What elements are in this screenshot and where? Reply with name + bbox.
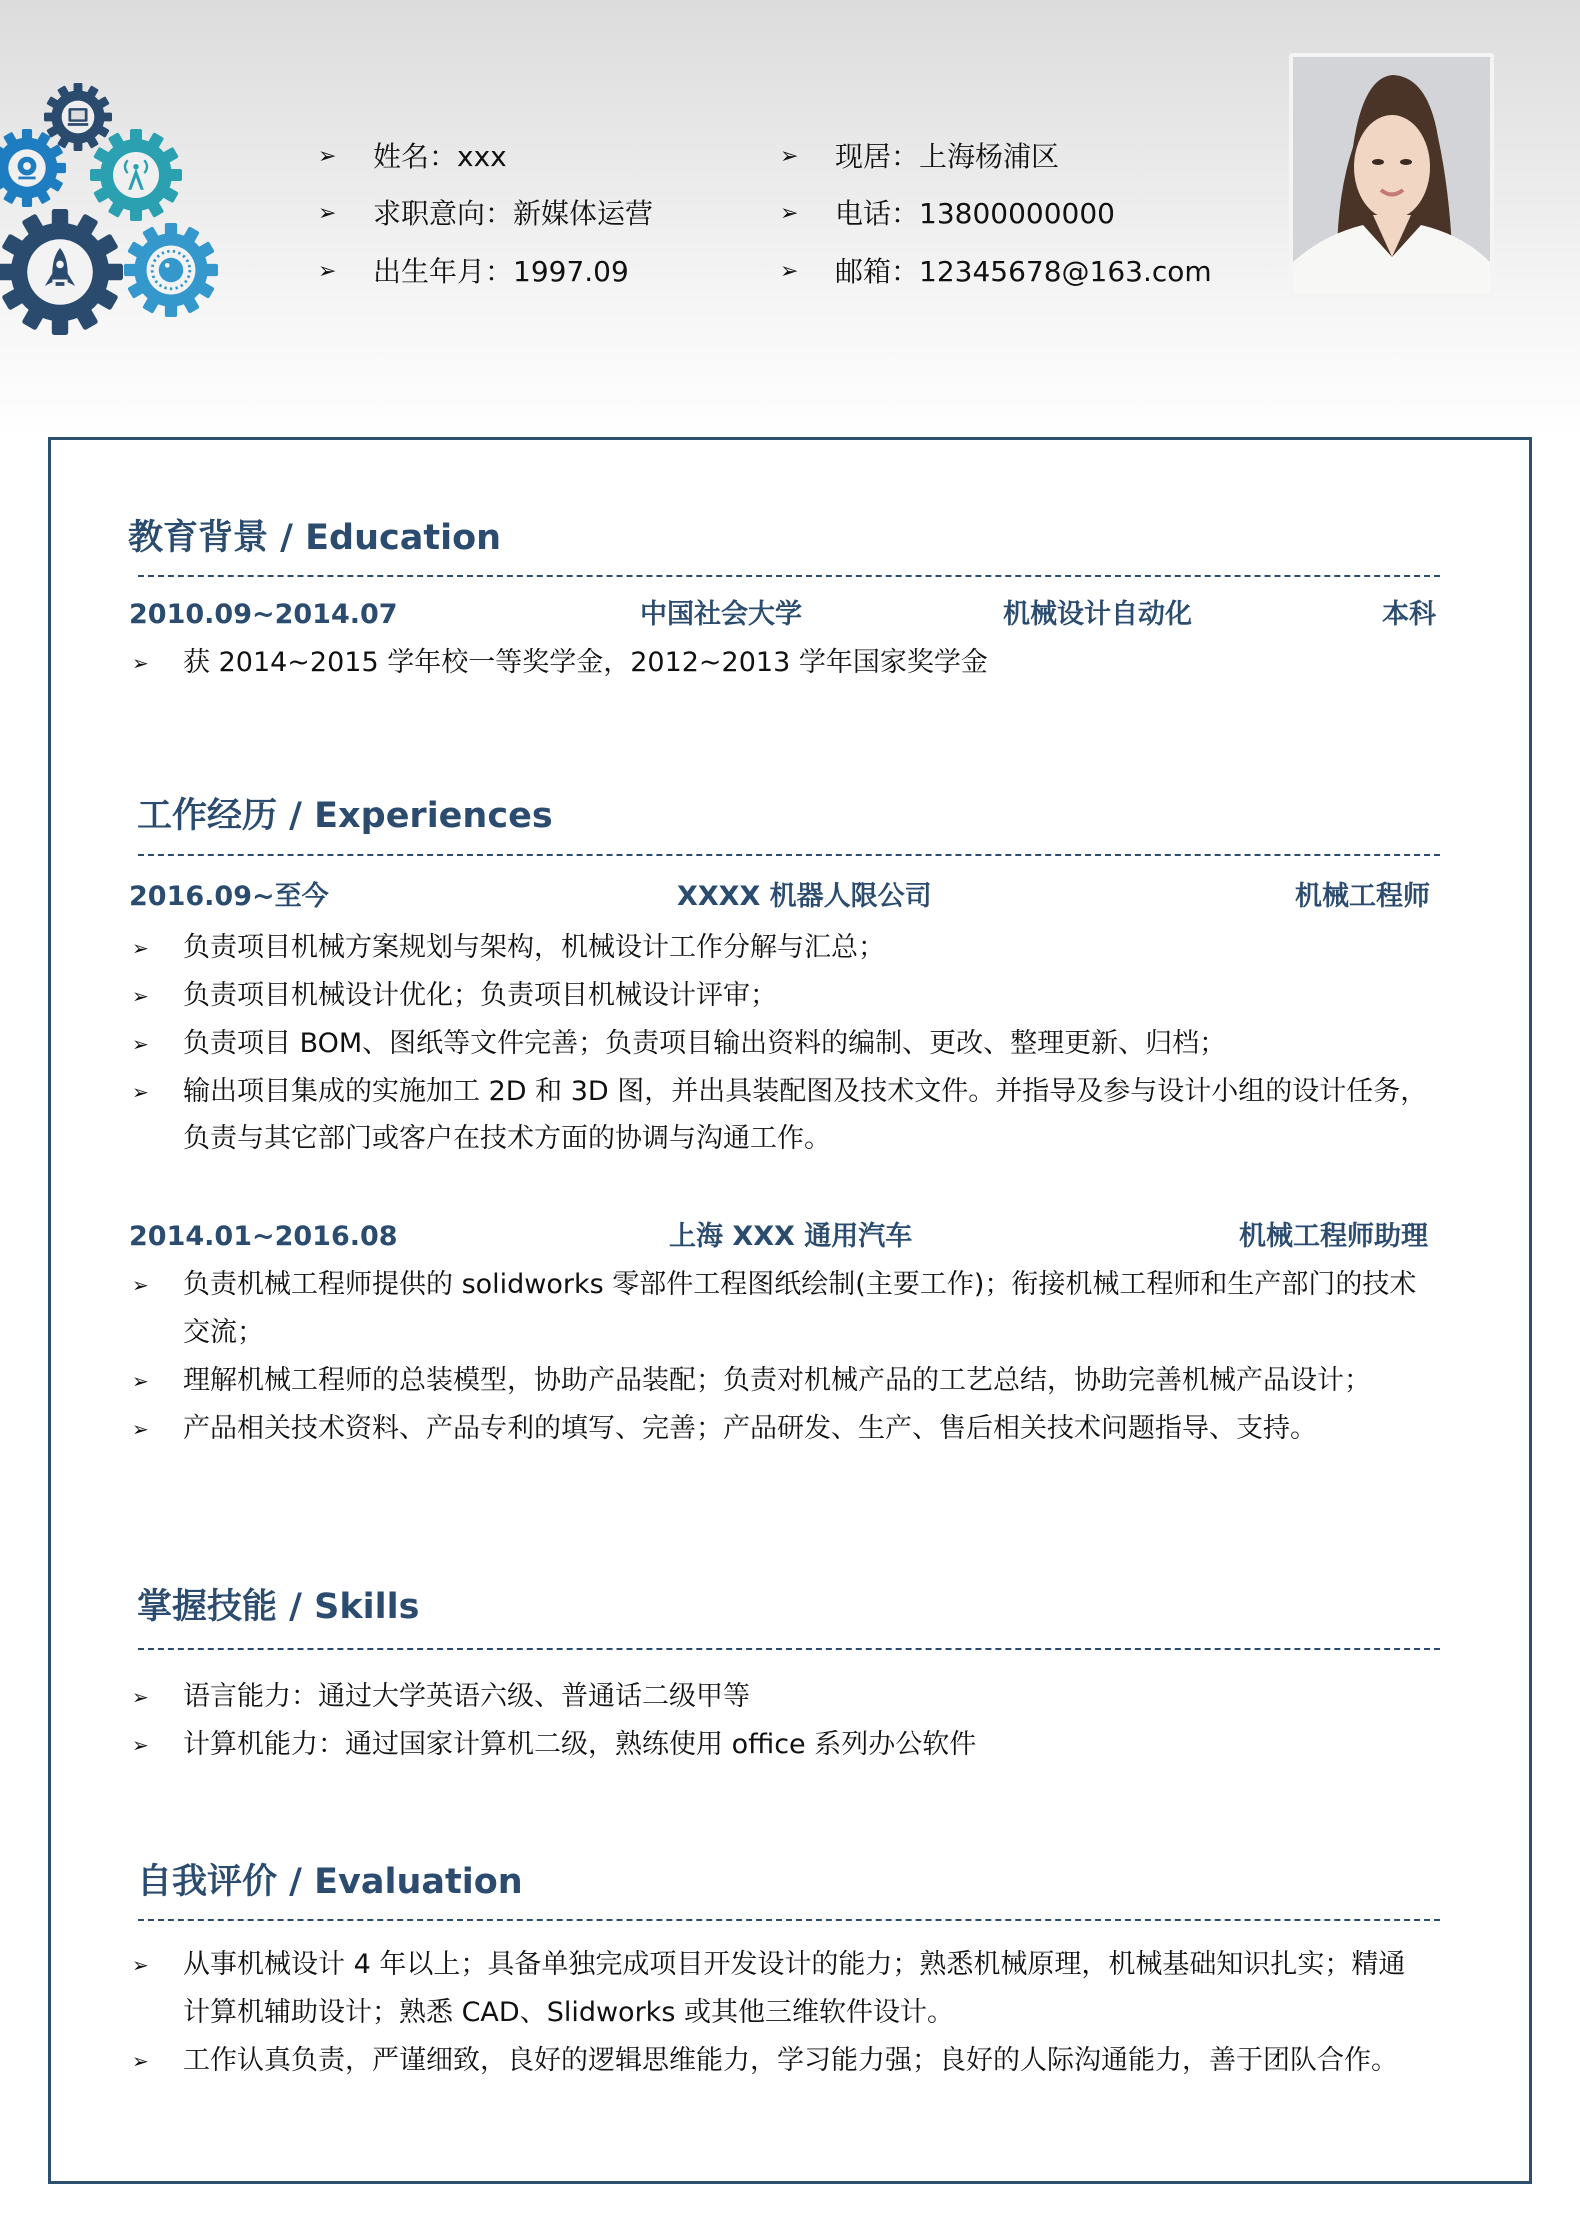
bullet-arrow-icon: ➢ (780, 144, 799, 169)
list-item-continuation: 负责与其它部门或客户在技术方面的协调与沟通工作。 (183, 1123, 831, 1154)
info-value: 上海杨浦区 (919, 140, 1060, 173)
bullet-arrow-icon: ➢ (318, 259, 337, 284)
webcam-gear-icon (0, 129, 66, 207)
edu-period: 2010.09~2014.07 (129, 599, 398, 630)
bullet-arrow-icon: ➢ (132, 1273, 149, 1297)
section-divider (138, 854, 1440, 856)
job-company: XXXX 机器人限公司 (677, 881, 932, 912)
info-value: 1997.09 (513, 255, 629, 288)
job-role: 机械工程师助理 (1239, 1221, 1428, 1252)
monitor-gear-icon (44, 83, 112, 151)
portrait-icon (1293, 57, 1490, 293)
info-birth (318, 254, 629, 290)
bullet-arrow-icon: ➢ (132, 1685, 149, 1709)
bullet-arrow-icon: ➢ (132, 936, 149, 960)
info-value: 新媒体运营 (513, 197, 654, 230)
profile-photo-frame (1289, 53, 1494, 297)
section-divider (138, 1648, 1440, 1650)
info-label: 电话： (835, 197, 920, 230)
list-item-continuation: 交流； (183, 1317, 264, 1348)
info-label: 出生年月： (373, 255, 514, 288)
bullet-arrow-icon: ➢ (132, 651, 149, 675)
gears-illustration (0, 60, 230, 360)
edu-major: 机械设计自动化 (1003, 599, 1192, 630)
bullet-arrow-icon: ➢ (132, 2049, 149, 2073)
edu-school: 中国社会大学 (640, 599, 802, 630)
bullet-arrow-icon: ➢ (780, 259, 799, 284)
bullet-arrow-icon: ➢ (132, 984, 149, 1008)
profile-photo (1293, 57, 1490, 293)
info-label: 现居： (835, 140, 920, 173)
info-job-intention (318, 196, 653, 232)
section-title-evaluation: 自我评价 / Evaluation (137, 1862, 523, 1902)
bullet-arrow-icon: ➢ (132, 1032, 149, 1056)
edu-degree: 本科 (1382, 599, 1436, 630)
bullet-arrow-icon: ➢ (132, 1953, 149, 1977)
rocket-gear-icon (0, 209, 123, 335)
job-company: 上海 XXX 通用汽车 (669, 1221, 913, 1252)
bullet-arrow-icon: ➢ (132, 1369, 149, 1393)
bullet-arrow-icon: ➢ (780, 201, 799, 226)
resume-content-box (48, 437, 1532, 2184)
info-value: 12345678@163.com (919, 255, 1212, 288)
dial-gear-icon (124, 223, 218, 317)
info-name (318, 139, 507, 175)
job-role: 机械工程师 (1295, 881, 1430, 912)
section-title-education: 教育背景 / Education (128, 518, 502, 558)
info-label: 姓名： (373, 140, 458, 173)
info-label: 求职意向： (373, 197, 514, 230)
info-value: 13800000000 (919, 197, 1115, 230)
bullet-arrow-icon: ➢ (132, 1417, 149, 1441)
antenna-gear-icon (90, 129, 182, 221)
info-email (780, 254, 1212, 290)
bullet-arrow-icon: ➢ (318, 144, 337, 169)
info-label: 邮箱： (835, 255, 920, 288)
job-period: 2014.01~2016.08 (129, 1221, 398, 1252)
section-divider (138, 1919, 1440, 1921)
bullet-arrow-icon: ➢ (132, 1080, 149, 1104)
info-value: xxx (457, 140, 507, 173)
bullet-arrow-icon: ➢ (132, 1733, 149, 1757)
section-divider (138, 575, 1440, 577)
info-residence (780, 139, 1059, 175)
info-phone (780, 196, 1115, 232)
list-item-continuation: 计算机辅助设计；熟悉 CAD、Slidworks 或其他三维软件设计。 (183, 1997, 954, 2028)
job-period: 2016.09~至今 (129, 881, 329, 912)
section-title-skills: 掌握技能 / Skills (137, 1587, 420, 1627)
bullet-arrow-icon: ➢ (318, 201, 337, 226)
section-title-experience: 工作经历 / Experiences (137, 796, 553, 836)
